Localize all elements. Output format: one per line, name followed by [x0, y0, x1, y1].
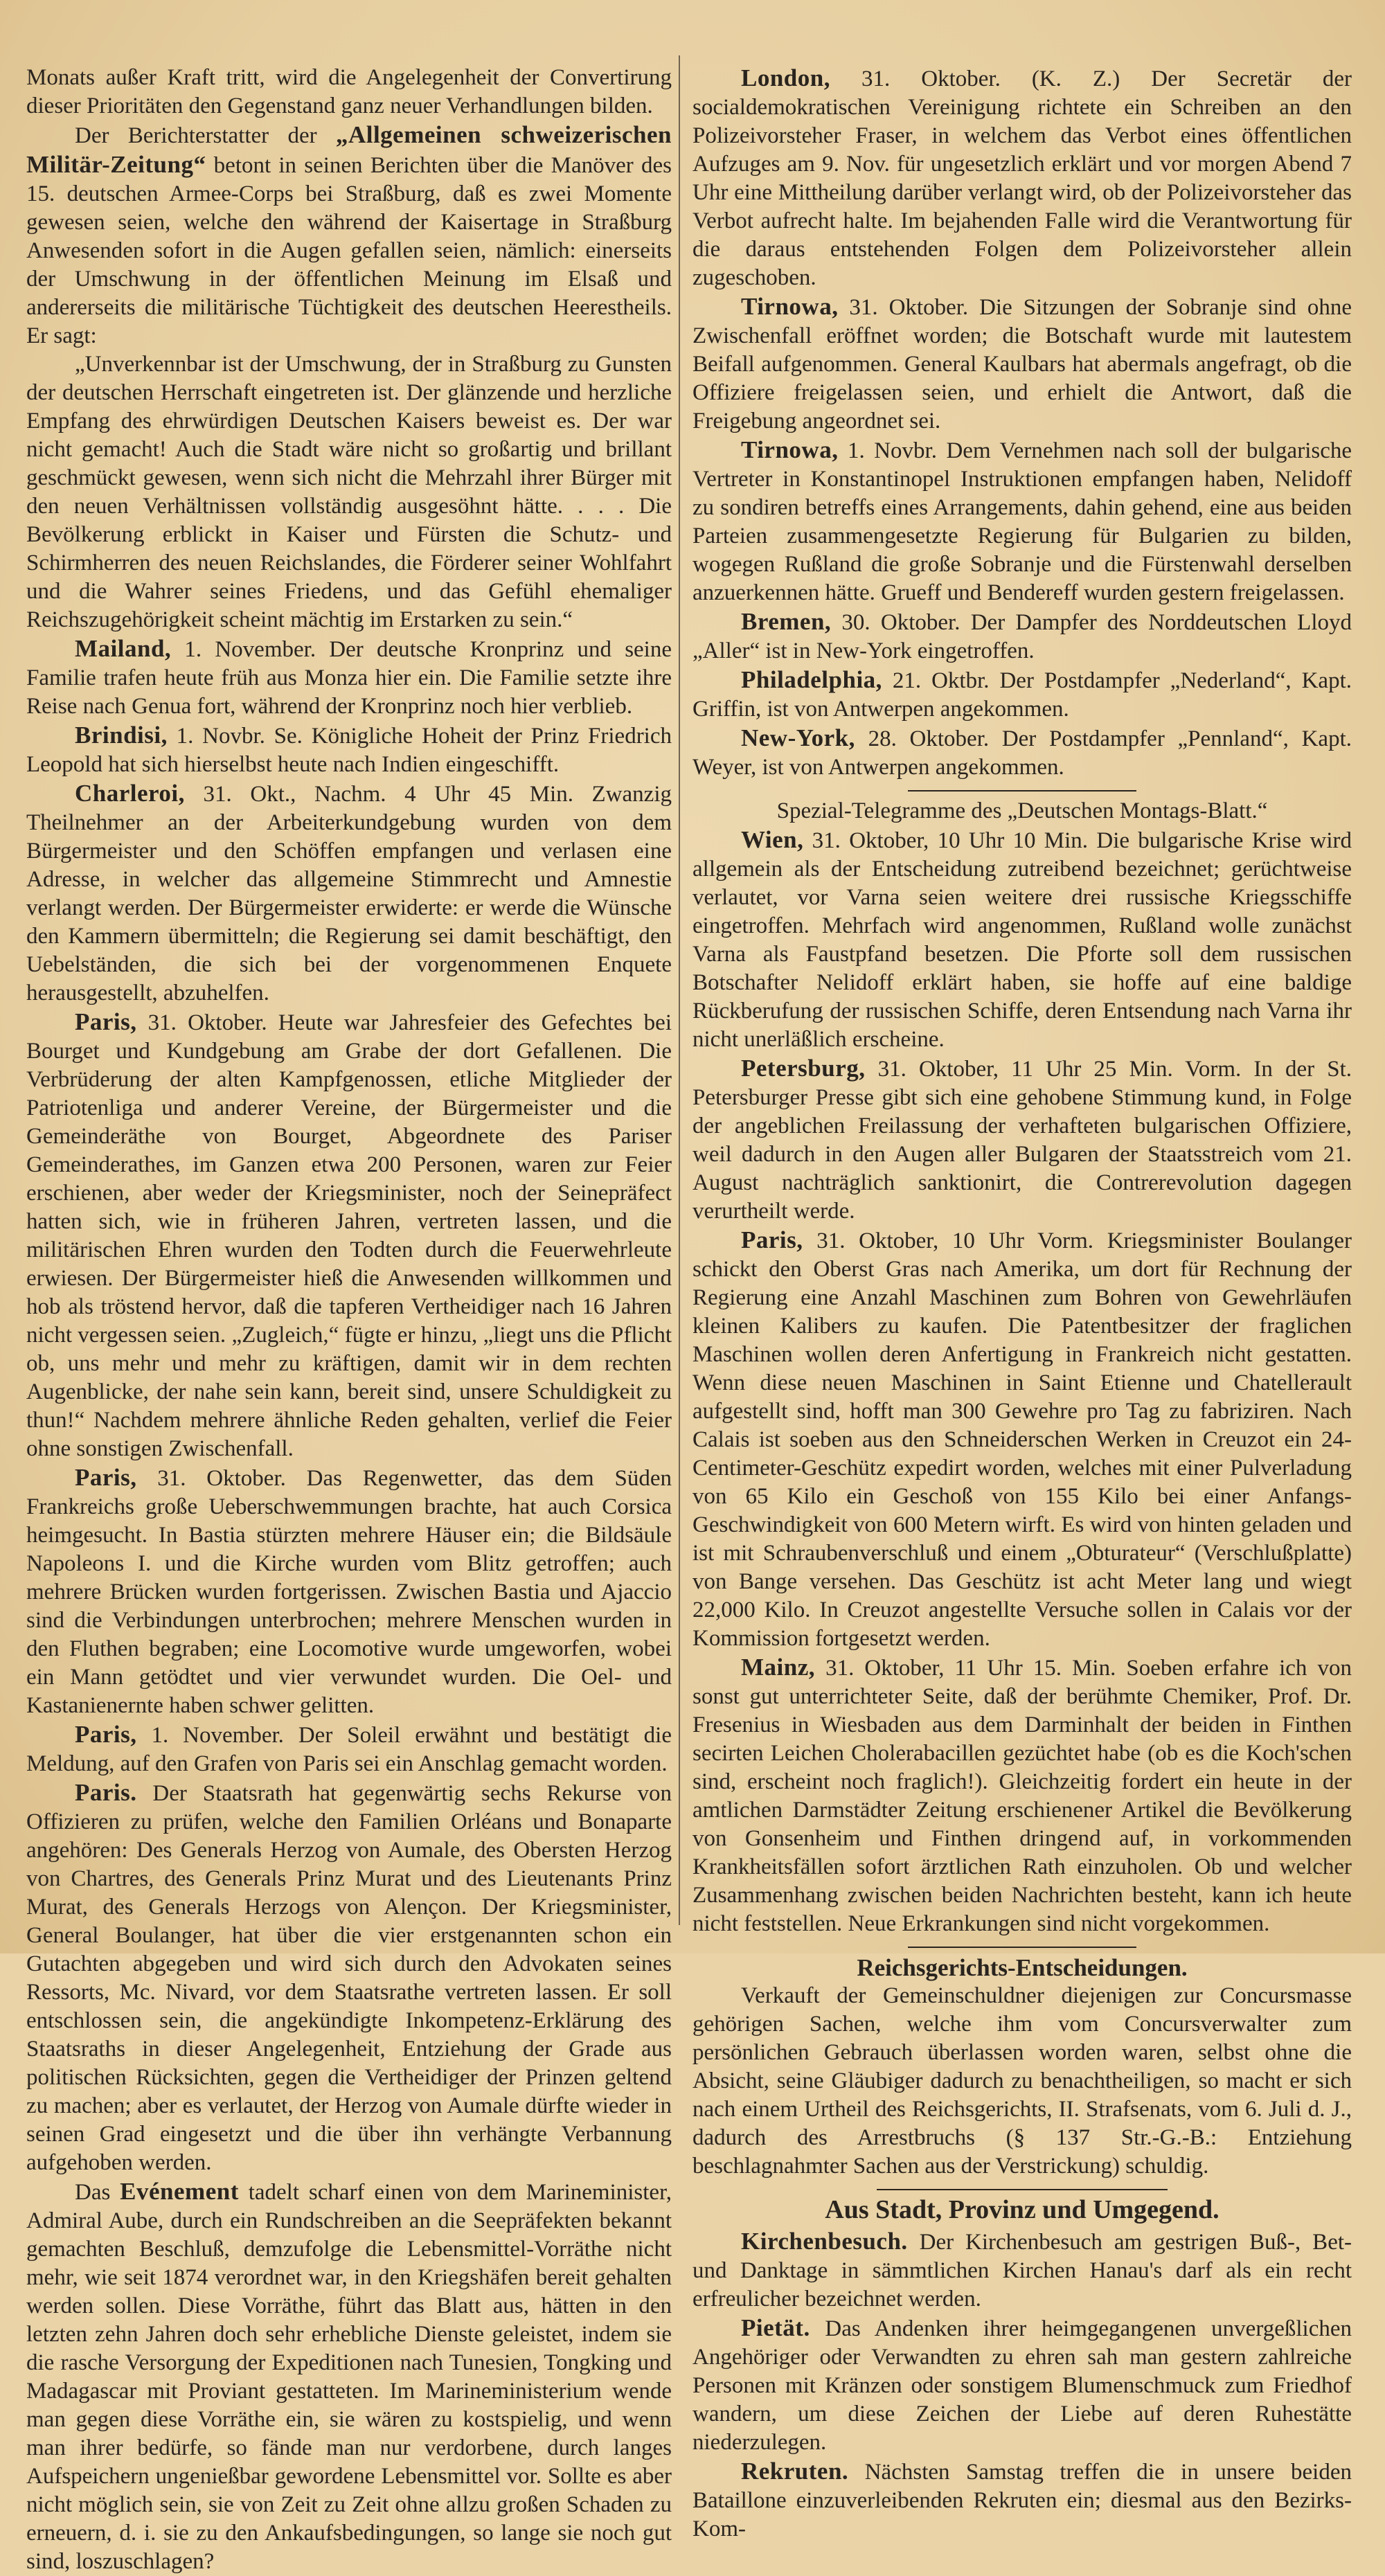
paragraph-intro: Der Berichterstatter der — [75, 123, 336, 148]
article-paragraph — [692, 292, 1352, 436]
paragraph-text: 31. Oktober, 10 Uhr Vorm. Kriegsminister Boulanger schickt den Oberst Gras nach Amerika, um dort für Rechnung der Regierung eine Anzahl Maschinen zum Bohren von Gewehrläufen kleinen Kalibers zu kaufen. Die Patentbesitzer der fraglichen Maschinen wollen deren Anfertigung in Frankreich nicht gestatten. Wenn diese neuen Maschinen in Saint Etienne und Chatellerault aufgestellt sind, hofft man 300 Gewehre pro Tag zu fabriziren. Nach Calais ist soeben aus den Schneiderschen Werken in Creuzot ein 24-Centimeter-Geschütz expedirt worden, welches mit einer Pulverladung von 65 Kilo ein Geschoß von 155 Kilo bei einer Anfangs-Geschwindigkeit von 600 Metern wirft. Es wird von hinten geladen und ist mit Schraubenverschluß und einem „Obturateur“ (Verschlußplatte) von Bange versehen. Das Geschütz ist acht Meter lang und wiegt 22,000 Kilo. In Creuzot angestellte Versuche sollen in Calais vor der Kommission fortgesetzt werden. — [692, 1228, 1352, 1651]
article-paragraph — [692, 1982, 1352, 2181]
paragraph-text: 31. Oktober, 11 Uhr 15. Min. Soeben erfahre ich von sonst gut unterrichteter Seite, daß der berühmte Chemiker, Prof. Dr. Fresenius in Wiesbaden aus dem Darminhalt der beiden in Finthen secirten Leichen Cholerabacillen gezüchtet habe (ob es die Koch'schen sind, erscheint noch fraglich!). Gleichzeitig fordert ein heute in der amtlichen Darmstädter Zeitung erschienener Artikel die Bevölkerung von Gonsenheim und Finthen dringend auf, in vorkommenden Krankheitsfällen sofort ärztlichen Rath einzuholen. Ob und welcher Zusammenhang zwischen beiden Nachrichten besteht, kann ich heute nicht feststellen. Neue Erkrankungen sind nicht vorgekommen. — [692, 1656, 1352, 1936]
section-heading: Aus Stadt, Provinz und Umgegend. — [825, 2195, 1219, 2224]
paragraph-text: 31. Okt., Nachm. 4 Uhr 45 Min. Zwanzig Theilnehmer an der Arbeiterkundgebung wurden von dem Bürgermeister und den Schöffen empfangen und verlasen eine Adresse, in welcher das allgemeine Stimmrecht und Amnestie verlangt werden. Der Bürgermeister erwiderte: er werde die Wünsche den Kammern übermitteln; die Regierung sei damit beschäftigt, den Uebelständen, die sich bei der vorgenommenen Enquete herausgestellt, abzuhelfen. — [26, 782, 672, 1005]
article-paragraph — [692, 665, 1352, 724]
article-paragraph — [692, 2457, 1352, 2543]
dateline-place: „Allgemeinen schweizerischen Militär-Zeitung“ — [26, 121, 672, 178]
article-paragraph — [692, 724, 1352, 782]
dateline-place: Tirnowa, — [741, 436, 839, 463]
dateline-place: Petersburg, — [741, 1055, 866, 1082]
article-paragraph — [692, 825, 1352, 1054]
dateline-place: Paris, — [741, 1226, 803, 1253]
paragraph-text: 31. Oktober. Heute war Jahresfeier des Gefechtes bei Bourget und Kundgebung am Grabe der dort Gefallenen. Die Verbrüderung der alten Kampfgenossen, etliche Mitglieder der Patriotenliga und anderer Vereine, der Bürgermeister und die Gemeinderäthe von Bourget, Abgeordnete des Pariser Gemeinderathes, im Ganzen etwa 200 Personen, waren zur Feier erschienen, aber weder der Kriegsminister, noch der Seinepräfect hatten sich, wie in früheren Jahren, vertreten lassen, und die militärischen Ehren wurden den Todten durch die Feuerwehrleute erwiesen. Der Bürgermeister hieß die Anwesenden willkommen und hob als tröstend hervor, daß die tapferen Vertheidiger nach 16 Jahren nicht vergessen seien. „Zugleich,“ fügte er hinzu, „liegt uns die Pflicht ob, uns mehr und mehr zu kräftigen, damit wir in dem rechten Augenblicke, der nahe sein kann, bereit sind, unsere Schuldigkeit zu thun!“ Nachdem mehrere ähnliche Reden gehalten, verlief die Feier ohne sonstigen Zwischenfall. — [26, 1010, 672, 1461]
dateline-place: Tirnowa, — [741, 293, 839, 320]
right-column — [692, 64, 1352, 2543]
dateline-place: Evénement — [120, 2178, 239, 2205]
paragraph-text: 1. Novbr. Dem Vernehmen nach soll der bulgarische Vertreter in Konstantinopel Instruktionen empfangen haben, Nelidoff zu sondiren betreffs eines Arrangements, dahin gehend, eine aus beiden Parteien zusammengesetzte Regierung für Bulgarien zu bilden, wogegen Rußland die große Sobranje und die Fürstenwahl derselben anzuerkennen hätte. Grueff und Bendereff wurden gestern freigelassen. — [692, 438, 1352, 605]
article-paragraph — [692, 1226, 1352, 1653]
paragraph-text: 31. Oktober, 10 Uhr 10 Min. Die bulgarische Krise wird allgemein als der Entscheidung zutreibend bezeichnet; gerüchtweise verlautet, vor Varna seien weitere drei russische Kriegsschiffe eingetroffen. Mehrfach wird angenommen, Rußland wolle zunächst Varna als Faustpfand besetzen. Die Pforte soll dem russischen Botschafter Nelidoff erklärt haben, sie hoffe auf eine baldige Rückberufung der russischen Schiffe, deren Entsendung nach Varna ihr nicht unerläßlich erscheine. — [692, 828, 1352, 1052]
paragraph-text: 31. Oktober, 11 Uhr 25 Min. Vorm. In der St. Petersburger Presse gibt sich eine gehobene Stimmung kund, in Folge der angeblichen Freilassung der verhafteten bulgarischen Offiziere, weil dadurch in den Augen aller Bulgaren der Staatsstreich vom 21. August nachträglich sanktionirt, die Contrerevolution dagegen verurtheilt werde. — [692, 1057, 1352, 1224]
section-heading: Reichsgerichts-Entscheidungen. — [857, 1954, 1188, 1981]
paragraph-text: 31. Oktober. Die Sitzungen der Sobranje sind ohne Zwischenfall eröffnet worden; die Botschaft wurde mit lautestem Beifall aufgenommen. General Kaulbars hat abermals angefragt, ob die Offiziere freigelassen seien, und erhielt die Antwort, daß die Freigebung angeordnet sei. — [692, 295, 1352, 433]
paragraph-text: Der Staatsrath hat gegenwärtig sechs Rekurse von Offizieren zu prüfen, welche den Familien Orléans und Bonaparte angehören: Des Generals Herzog von Aumale, des Obersten Herzog von Chartres, des Generals Prinz Murat und des Lieutenants Prinz Murat, des Generals Herzogs von Alençon. Der Kriegsminister, General Boulanger, hat über die vier erstgenannten schon ein Gutachten abgegeben und wird sich durch den Advokaten seines Ressorts, Mc. Nivard, vor dem Staatsrathe vertreten lassen. Er soll entschlossen sein, die angekündigte Inkompetenz-Erklärung des Staatsraths in dieser Angelegenheit, Entziehung der Grade aus politischen Rücksichten, gegen die Vertheidiger der Prinzen geltend zu machen; aber es verlautet, der Herzog von Aumale dürfte wieder in seinen Grad eingesetzt und die über ihn verhängte Verbannung aufgehoben werden. — [26, 1781, 672, 2175]
article-paragraph — [692, 1653, 1352, 1938]
article-paragraph — [26, 721, 672, 779]
dateline-place: Paris, — [75, 1008, 137, 1035]
article-paragraph — [26, 634, 672, 721]
dateline-place: Mainz, — [741, 1654, 816, 1681]
dateline-place: Brindisi, — [75, 722, 168, 749]
dateline-place: Pietät. — [741, 2314, 810, 2341]
article-paragraph — [26, 350, 672, 634]
article-paragraph — [692, 436, 1352, 607]
dateline-place: Bremen, — [741, 608, 832, 635]
article-paragraph — [692, 607, 1352, 665]
article-paragraph — [26, 64, 672, 120]
paragraph-text: 28. Oktober. Der Postdampfer „Pennland“, Kapt. Weyer, ist von Antwerpen angekommen. — [692, 726, 1352, 780]
section-rule — [908, 1947, 1136, 1948]
column-divider — [679, 55, 680, 1925]
paragraph-intro: Das — [75, 2180, 120, 2205]
paragraph-text: Der Kirchenbesuch am gestrigen Buß-, Bet- und Danktage in sämmtlichen Kirchen Hanau's darf als ein recht erfreulicher bezeichnet werden. — [692, 2230, 1352, 2311]
article-paragraph — [692, 2314, 1352, 2457]
paragraph-text: „Unverkennbar ist der Umschwung, der in Straßburg zu Gunsten der deutschen Herrschaft eingetreten ist. Der glänzende und herzliche Empfang des ehrwürdigen Deutschen Kaisers beweist es. Der war nicht gemacht! Auch die Stadt wäre nicht so großartig und brillant geschmückt gewesen, wenn sich nicht die Mehrzahl ihrer Bürger mit den neuen Verhältnissen vollständig ausgesöhnt hätte. . . . Die Bevölkerung erblickt in Kaiser und Fürsten die Schutz- und Schirmherren des neuen Reichslandes, die Förderer seiner Wohlfahrt und die Wahrer seines Friedens, und das Gefühl ehemaliger Reichszugehörigkeit scheint mächtig im Erstarken zu sein.“ — [26, 352, 672, 632]
left-column — [26, 64, 672, 2576]
dateline-place: Paris, — [75, 1721, 137, 1748]
dateline-place: Paris. — [75, 1779, 137, 1806]
paragraph-text: 1. Novbr. Se. Königliche Hoheit der Prinz Friedrich Leopold hat sich hierselbst heute nach Indien eingeschifft. — [26, 724, 672, 777]
paragraph-text: betont in seinen Berichten über die Manöver des 15. deutschen Armee-Corps bei Straßburg, daß es zwei Momente gewesen seien, welche den während der Kaisertage in Straßburg Anwesenden sofort in die Augen gefallen seien, nämlich: einerseits der Umschwung in der öffentlichen Meinung im Elsaß und andererseits die militärische Tüchtigkeit des deutschen Heerestheils. Er sagt: — [26, 153, 672, 348]
article-paragraph — [26, 1008, 672, 1463]
paragraph-text: Monats außer Kraft tritt, wird die Angelegenheit der Convertirung dieser Prioritäten den Gegenstand ganz neuer Verhandlungen bilden. — [26, 65, 672, 118]
article-paragraph — [26, 2177, 672, 2576]
dateline-place: Mailand, — [75, 635, 172, 662]
section-rule — [877, 2189, 1168, 2190]
dateline-place: Charleroi, — [75, 780, 185, 807]
article-paragraph — [692, 64, 1352, 292]
section-rule — [908, 790, 1136, 791]
article-paragraph — [26, 1720, 672, 1778]
section-heading: Spezial-Telegramme des „Deutschen Montags-Blatt.“ — [776, 798, 1268, 823]
paragraph-text: 30. Oktober. Der Dampfer des Norddeutschen Lloyd „Aller“ ist in New-York eingetroffen. — [692, 610, 1352, 663]
paragraph-text: Verkauft der Gemeinschuldner diejenigen zur Concursmasse gehörigen Sachen, welche ihm vom Concursverwalter zum persönlichen Gebrauch überlassen worden waren, selbst ohne die Absicht, seine Gläubiger dadurch zu benachtheiligen, so macht er sich nach einem Urtheil des Reichsgerichts, II. Strafsenats, vom 6. Juli d. J., dadurch des Arrestbruchs (§ 137 Str.-G.-B.: Entziehung beschlagnahmter Sachen aus der Verstrickung) schuldig. — [692, 1983, 1352, 2179]
paragraph-text: Nächsten Samstag treffen die in unsere beiden Bataillone einzuverleibenden Rekruten ein; diesmal aus den Bezirks-Kom- — [692, 2460, 1352, 2541]
dateline-place: London, — [741, 64, 830, 91]
paragraph-text: 21. Oktbr. Der Postdampfer „Nederland“, Kapt. Griffin, ist von Antwerpen angekommen. — [692, 668, 1352, 722]
article-paragraph — [26, 1778, 672, 2177]
article-paragraph — [26, 779, 672, 1008]
paragraph-text: tadelt scharf einen von dem Marineminister, Admiral Aube, durch ein Rundschreiben an die Seepräfekten bekannt gemachten Beschluß, demzufolge die Lebensmittel-Vorräthe nicht mehr, wie seit 1874 verordnet war, in den Kriegshäfen bereit gehalten werden sollen. Diese Vorräthe, führt das Blatt aus, hätten in den letzten zehn Jahren doch sehr erhebliche Dienste geleistet, indem sie die rasche Versorgung der Expeditionen nach Tunesien, Tongking und Madagascar mit Proviant gestatteten. Im Marineministerium wende man gegen diese Vorräthe ein, sie wären zu kostspielig, und wenn man ihrer bedürfe, so fände man nur verdorbene, durch langes Aufspeichern ungenießbar gewordene Lebensmittel vor. Sollte es aber nicht möglich sein, sie von Zeit zu Zeit ohne allzu großen Schaden zu erneuern, d. i. sie zu den Ankaufsbedingungen, so lange sie noch gut sind, loszuschlagen? — [26, 2180, 672, 2574]
dateline-place: Kirchenbesuch. — [741, 2228, 908, 2255]
paragraph-text: 31. Oktober. Das Regenwetter, das dem Süden Frankreichs große Ueberschwemmungen brachte, hat auch Corsica heimgesucht. In Bastia stürzten mehrere Häuser ein; die Bildsäule Napoleons I. und die Kirche wurden vom Blitz getroffen; auch mehrere Brücken wurden fortgerissen. Zwischen Bastia und Ajaccio sind die Verbindungen unterbrochen; mehrere Menschen wurden in den Fluthen begraben; eine Locomotive wurde umgeworfen, wobei ein Mann getödtet und vier verwundet wurden. Die Oel- und Kastanienernte haben schwer gelitten. — [26, 1466, 672, 1718]
dateline-place: Wien, — [741, 826, 804, 853]
dateline-place: Paris, — [75, 1464, 137, 1491]
paragraph-text: 1. November. Der Soleil erwähnt und bestätigt die Meldung, auf den Grafen von Paris sei ein Anschlag gemacht worden. — [26, 1723, 672, 1776]
paragraph-text: 1. November. Der deutsche Kronprinz und seine Familie trafen heute früh aus Monza hier ein. Die Familie setzte ihre Reise nach Genua fort, während der Kronprinz noch hier verblieb. — [26, 637, 672, 719]
paragraph-text: 31. Oktober. (K. Z.) Der Secretär der socialdemokratischen Vereinigung richtete ein Schreiben an den Polizeivorsteher Fraser, in welchem das Verbot eines öffentlichen Aufzuges am 9. Nov. für ungesetzlich erklärt und vor morgen Abend 7 Uhr eine Mittheilung darüber verlangt wird, ob der Polizeivorsteher das Verbot aufrecht halte. Im bejahenden Falle wird die Verantwortung für die daraus entstehenden Folgen dem Polizeivorsteher allein zugeschoben. — [692, 66, 1352, 290]
article-paragraph — [26, 120, 672, 350]
dateline-place: New-York, — [741, 724, 855, 751]
article-paragraph — [26, 1463, 672, 1720]
article-paragraph — [692, 2227, 1352, 2314]
dateline-place: Philadelphia, — [741, 666, 882, 693]
dateline-place: Rekruten. — [741, 2458, 849, 2485]
paragraph-text: Das Andenken ihrer heimgegangenen unvergeßlichen Angehöriger oder Verwandten zu ehren sah man gestern zahlreiche Personen mit Kränzen oder sonstigem Blumenschmuck zum Friedhof wandern, um diese Zeichen der Liebe auf deren Ruhestätte niederzulegen. — [692, 2316, 1352, 2455]
article-paragraph — [692, 1054, 1352, 1226]
